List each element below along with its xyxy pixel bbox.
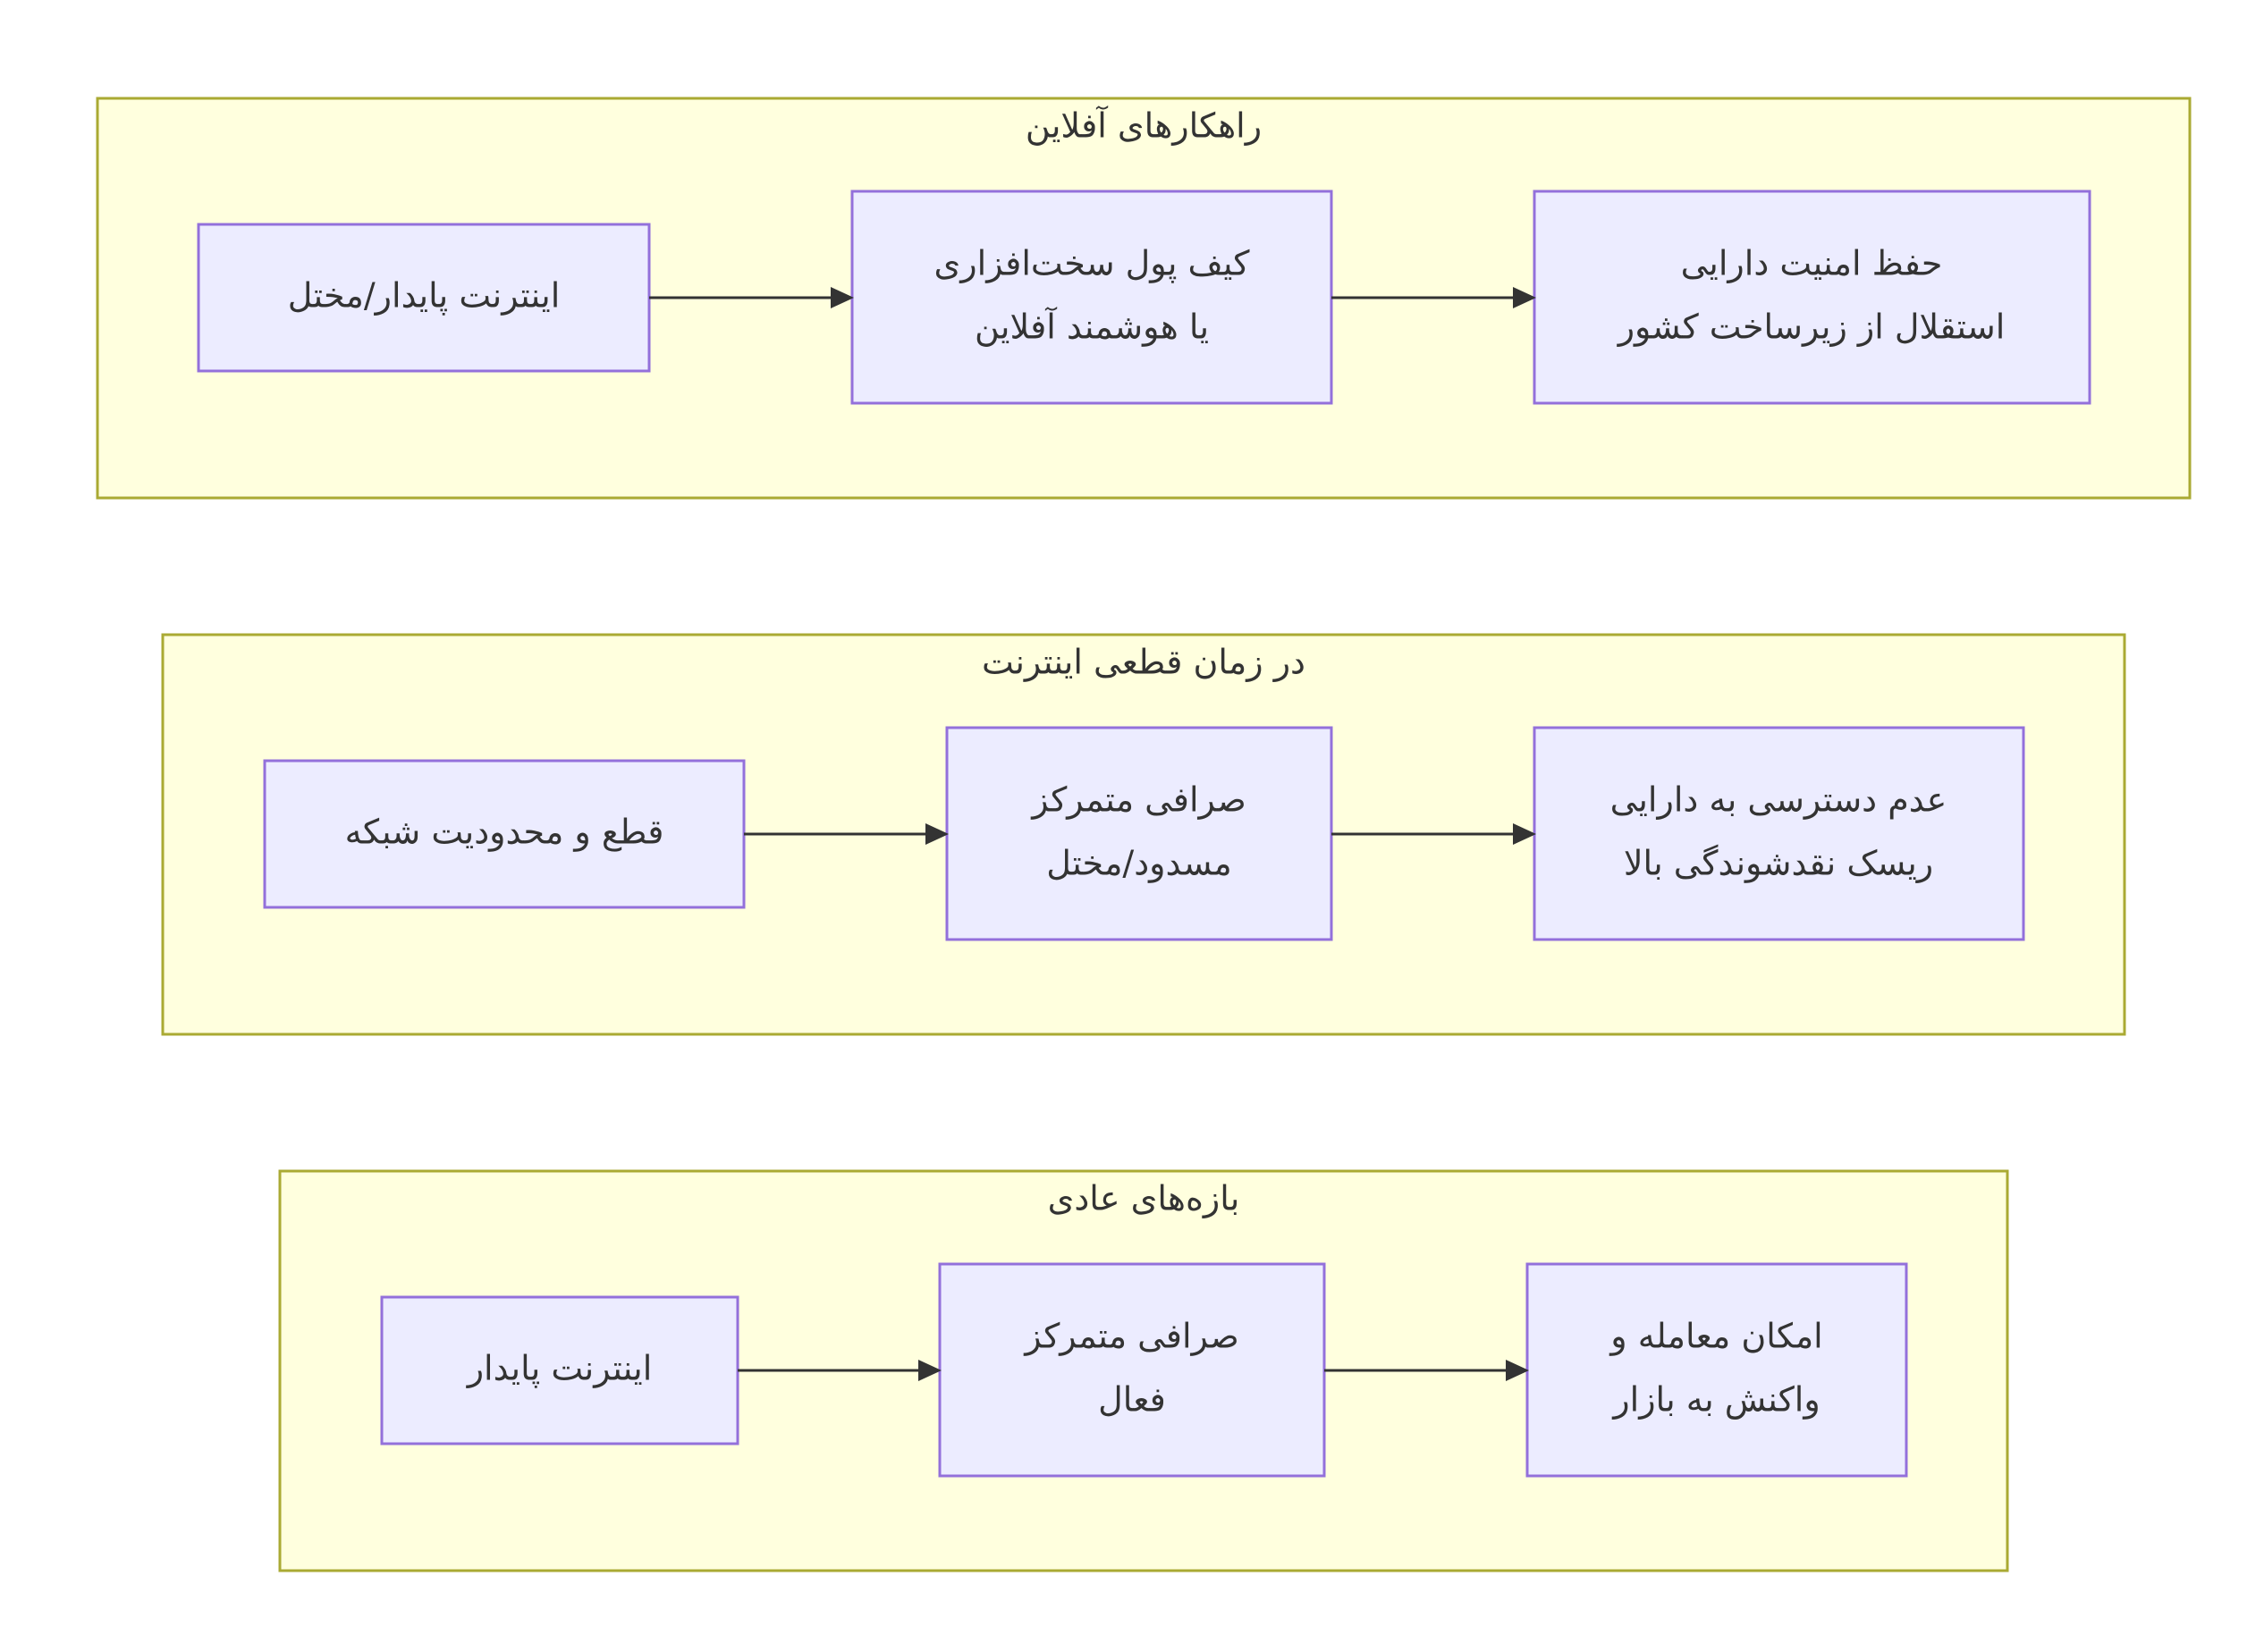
node-label-line-1: امکان معامله و: [1610, 1316, 1823, 1356]
node-label: اینترنت پایدار/مختل: [287, 275, 561, 316]
cluster-offline-solutions: [97, 98, 2190, 498]
cluster-internet-shutdown: [163, 635, 2125, 1034]
node-label-line-2: ریسک نقدشوندگی بالا: [1623, 843, 1934, 883]
node-label-line-1: صرافی متمرکز: [1025, 1316, 1239, 1356]
node-label-line-2: یا هوشمند آفلاین: [974, 307, 1210, 347]
node-internet-stable-or-disrupted: [199, 224, 649, 371]
cluster-title: راهکارهای آفلاین: [1025, 105, 1263, 146]
cluster-normal-periods: [280, 1171, 2007, 1571]
node-box: [852, 191, 1331, 403]
node-exchange-blocked: [947, 728, 1331, 940]
node-no-asset-access: [1534, 728, 2023, 940]
node-label-line-2: واکنش به بازار: [1613, 1379, 1820, 1420]
node-exchange-active: [940, 1264, 1324, 1476]
node-box: [1527, 1264, 1906, 1476]
node-label-line-1: عدم دسترسی به دارایی: [1609, 780, 1947, 820]
node-label-line-1: صرافی متمرکز: [1032, 780, 1246, 820]
node-label-line-2: استقلال از زیرساخت کشور: [1618, 307, 2006, 347]
node-label-line-1: کیف پول سخت‌افزاری: [933, 243, 1250, 283]
node-stable-internet: [382, 1297, 738, 1444]
node-box: [940, 1264, 1324, 1476]
node-label: قطع و محدودیت شبکه: [344, 812, 664, 852]
node-label-line-2: فعال: [1098, 1379, 1166, 1420]
node-trade-possible: [1527, 1264, 1906, 1476]
node-offline-wallet: [852, 191, 1331, 403]
node-box: [1534, 191, 2090, 403]
node-label-line-2: مسدود/مختل: [1046, 843, 1232, 883]
node-label: اینترنت پایدار: [467, 1348, 653, 1388]
node-box: [947, 728, 1331, 940]
node-network-restriction: [265, 761, 744, 907]
cluster-title: در زمان قطعی اینترنت: [982, 642, 1305, 682]
cluster-title: بازه‌های عادی: [1047, 1178, 1240, 1218]
node-box: [1534, 728, 2023, 940]
node-asset-security: [1534, 191, 2090, 403]
node-label-line-1: حفظ امنیت دارایی: [1680, 243, 1943, 283]
